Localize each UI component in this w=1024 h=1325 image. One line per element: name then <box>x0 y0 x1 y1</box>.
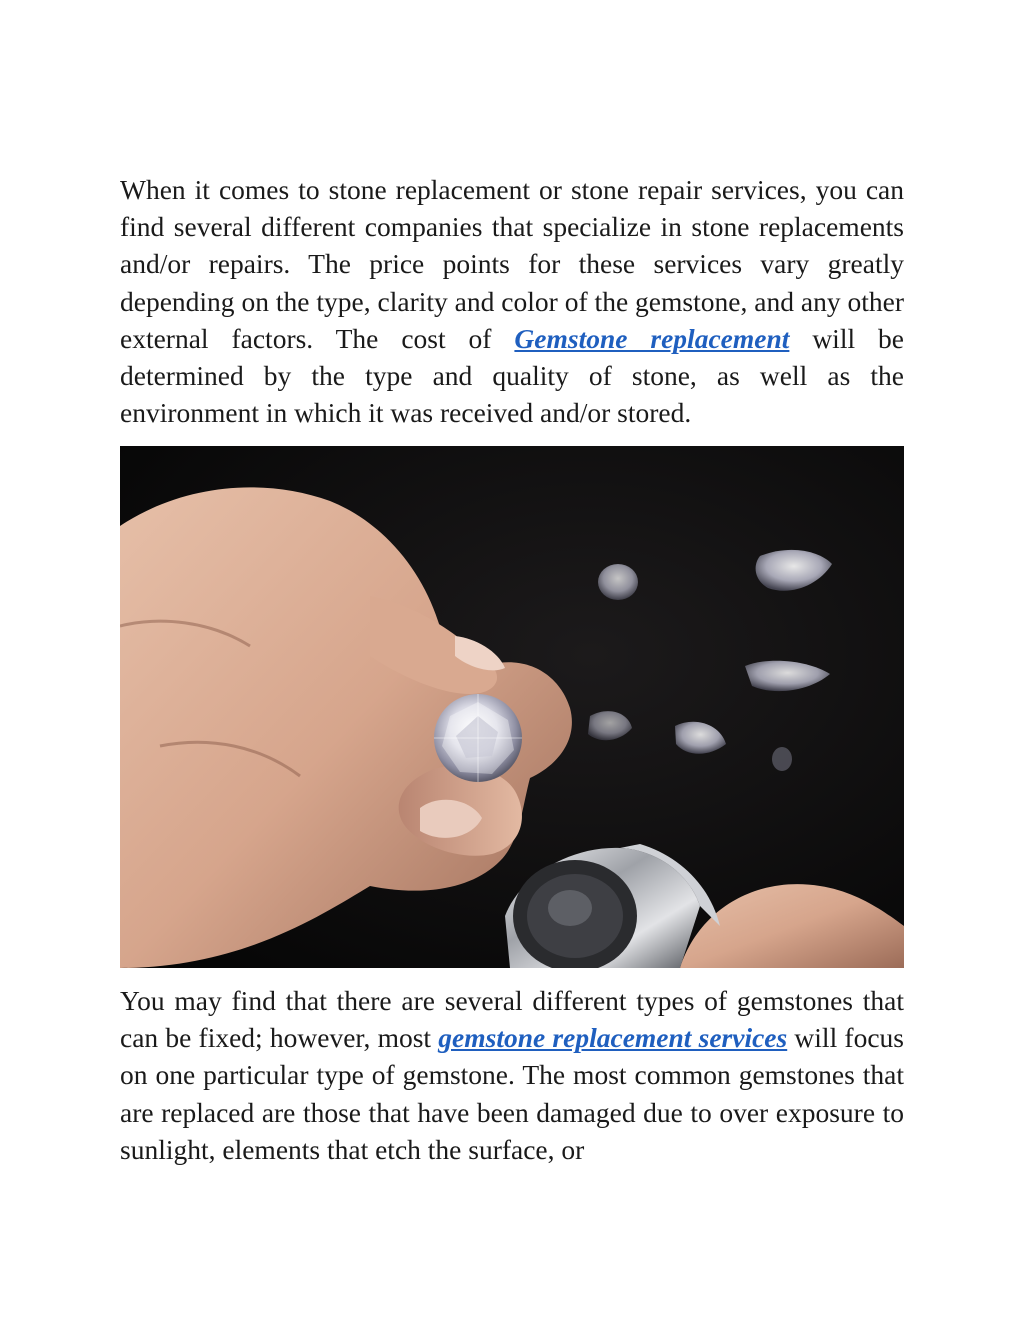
intro-text-end: will be determined by the type and quality of stone, as well as the environment in which it was received and/or stored. <box>120 322 904 429</box>
services-text-start: You may find that there are several different types of gemstones that can be fixed; however, most <box>120 985 904 1054</box>
gemstone-replacement-services-link[interactable]: gemstone replacement services <box>438 1022 788 1054</box>
services-text-end: will focus on one particular type of gemstone. The most common gemstones that are replaced are those that have been damaged due to over exposure to sunlight, elements that etch the surface, or <box>120 1022 904 1165</box>
services-paragraph <box>120 982 904 1168</box>
diamond-inspection-photo <box>120 446 904 968</box>
intro-text-start: When it comes to stone replacement or stone repair services, you can find several different companies that specialize in stone replacements and/or repairs. The price points for these services vary greatly depending on the type, clarity and color of the gemstone, and any other external factors. The cost of <box>120 174 904 354</box>
intro-paragraph <box>120 171 904 431</box>
gemstone-replacement-link[interactable]: Gemstone replacement <box>514 322 790 354</box>
main-diamond <box>434 694 522 782</box>
background-diamond <box>598 564 638 600</box>
background-diamond <box>772 747 792 771</box>
